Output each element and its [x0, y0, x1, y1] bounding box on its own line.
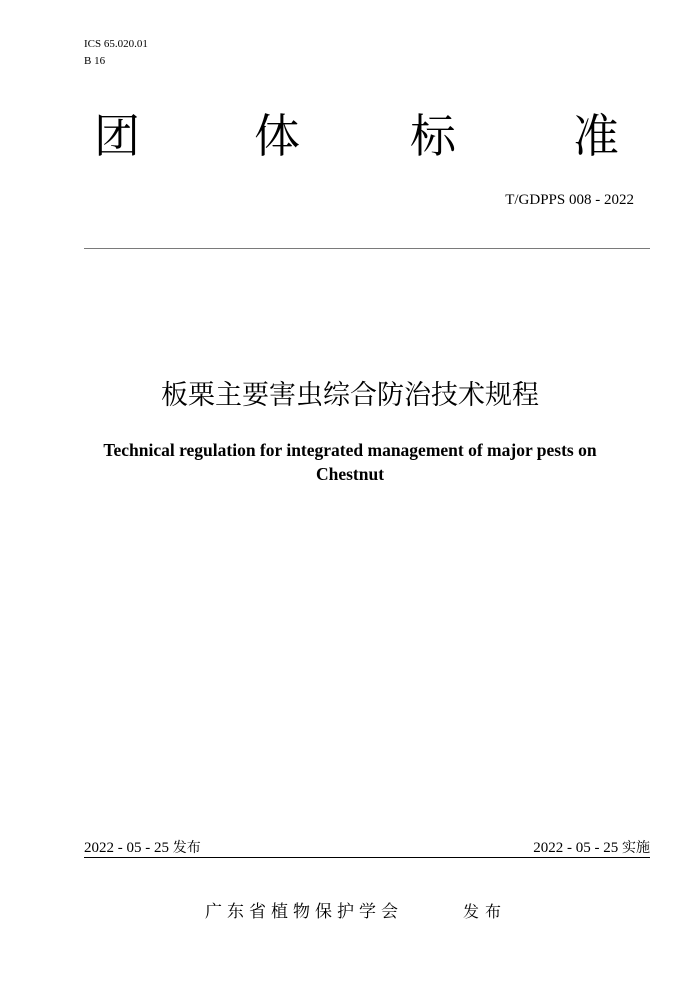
issue-date: [84, 838, 201, 858]
document-title-chinese: 板栗主要害虫综合防治技术规程: [161, 380, 539, 411]
issuing-organization: 广东省植物保护学会: [205, 902, 403, 922]
dates-row: [84, 838, 650, 858]
footer-divider: [84, 857, 650, 858]
effective-date: [533, 838, 650, 858]
standard-type-char: 团: [94, 109, 140, 163]
ics-code: ICS 65.020.01: [84, 38, 148, 50]
standard-type-char: 标: [410, 109, 456, 163]
header-divider: [84, 248, 650, 249]
ccs-code: B 16: [84, 55, 106, 67]
document-title-english: [60, 438, 640, 486]
standard-number: T/GDPPS 008 - 2022: [505, 192, 634, 208]
effective-date-label: 实施: [622, 840, 650, 856]
standard-type-char: 准: [573, 109, 619, 163]
standard-type-heading: [84, 104, 650, 168]
issuing-action: 发布: [463, 902, 508, 921]
title-english-line: Chestnut: [315, 464, 385, 484]
title-english-line: Technical regulation for integrated management of major pests on: [103, 440, 597, 460]
effective-date-value: 2022 - 05 - 25: [533, 840, 619, 856]
standard-type-char: 体: [254, 109, 300, 163]
issue-date-label: 发布: [172, 840, 201, 856]
issue-date-value: 2022 - 05 - 25: [84, 840, 169, 856]
